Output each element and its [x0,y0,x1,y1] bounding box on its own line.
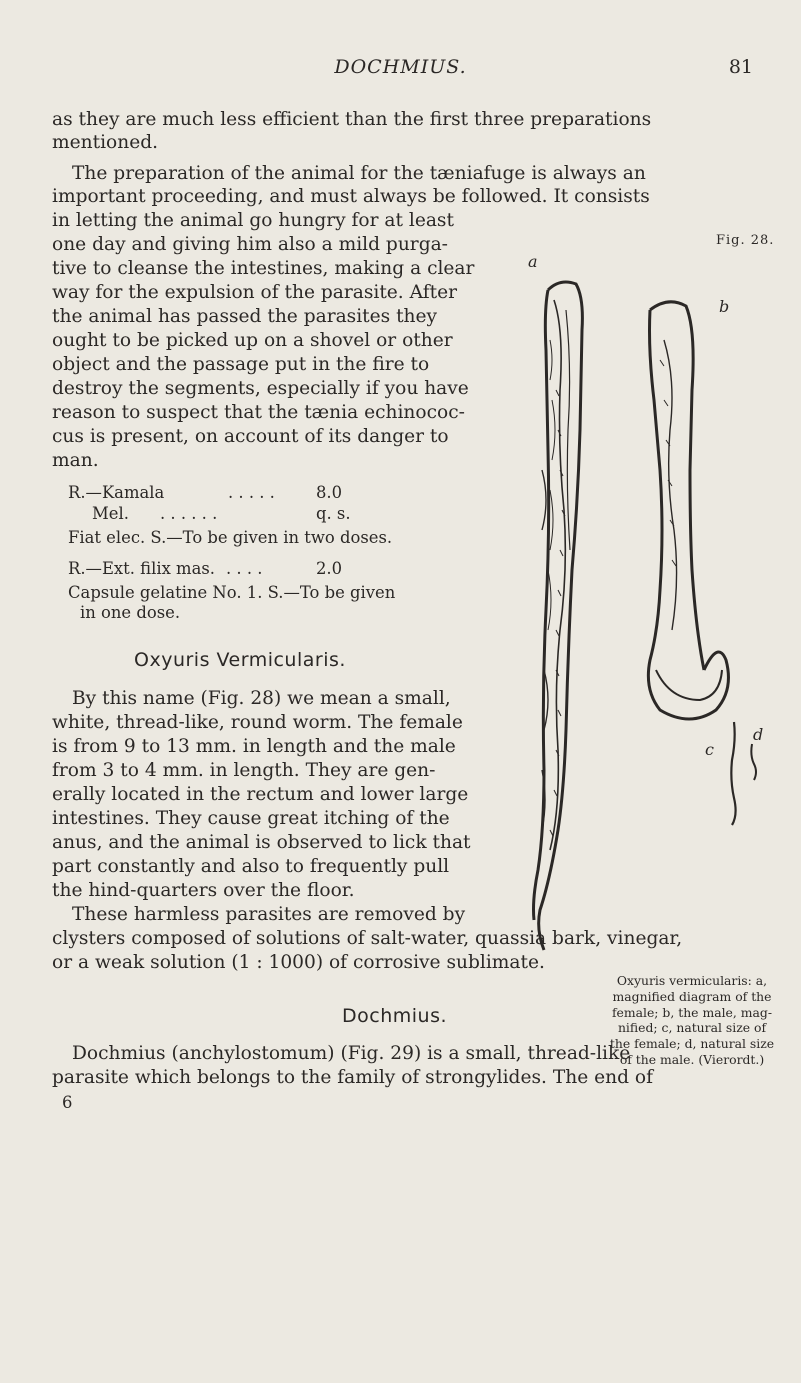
caption-line: the female; d, natural size [609,1036,775,1052]
paragraph-line: ought to be picked up on a shovel or other [52,330,453,351]
paragraph-line: is from 9 to 13 mm. in length and the male [52,736,456,757]
signature-mark: 6 [62,1093,73,1112]
paragraph-line: anus, and the animal is observed to lick that [52,832,471,853]
paragraph-line: reason to suspect that the tænia echinococ- [52,402,465,423]
paragraph-line: as they are much less efficient than the first three preparations [52,109,652,130]
rx-mel-name: Mel. [92,504,129,523]
rx-filix-amount: 2.0 [316,559,343,578]
oxyuris-illustration [520,270,790,980]
paragraph-line: cus is present, on account of its danger to [52,426,449,447]
rx-mel-dots: . . . . . . [160,504,218,523]
paragraph-line: parasite which belongs to the family of strongylides. The end of [52,1067,653,1088]
paragraph-line: By this name (Fig. 28) we mean a small, [72,688,451,709]
figure-caption [595,973,789,1068]
paragraph-line: erally located in the rectum and lower large [52,784,469,805]
figure-letter-a: a [528,252,538,271]
paragraph-line: tive to cleanse the intestines, making a clear [52,258,475,279]
male-worm-drawing [648,302,728,719]
rx-kamala-sig: Fiat elec. S.—To be given in two doses. [68,528,393,547]
rx-kamala-amount: 8.0 [316,483,343,502]
rx-kamala-name: R.—Kamala [68,483,165,502]
figure-label: Fig. 28. [716,233,775,248]
female-worm-drawing [534,282,583,950]
page-number: 81 [728,56,753,78]
rx-kamala-dots: . . . . . [228,483,275,502]
paragraph-line: intestines. They cause great itching of the [52,808,450,829]
section-heading-oxyuris: Oxyuris Vermicularis. [134,649,346,671]
rx-filix-sig: in one dose. [80,603,181,622]
paragraph-line: important proceeding, and must always be followed. It consists [52,186,650,207]
figure-letter-d: d [753,725,764,744]
figure-letter-b: b [719,297,730,316]
paragraph-line: part constantly and also to frequently pull [52,856,450,877]
paragraph-line: the hind-quarters over the floor. [52,880,355,901]
caption-line: of the male. (Vierordt.) [619,1051,765,1067]
caption-line: nified; c, natural size of [617,1020,767,1036]
paragraph-line: Dochmius (anchylostomum) (Fig. 29) is a small, thread-like [72,1043,631,1064]
paragraph-line: object and the passage put in the fire to [52,354,430,375]
paragraph-line: one day and giving him also a mild purga- [52,234,448,255]
paragraph-line: way for the expulsion of the parasite. After [52,282,457,303]
figure-letter-c: c [705,740,714,759]
paragraph-line: The preparation of the animal for the tæniafuge is always an [72,163,646,184]
rx-filix-sig: Capsule gelatine No. 1. S.—To be given [68,583,396,602]
caption-line: Oxyuris vermicularis: a, [616,973,768,988]
natural-size-female [731,722,735,825]
paragraph-line: in letting the animal go hungry for at least [52,210,454,231]
paragraph-line: man. [52,450,99,471]
running-head: DOCHMIUS. [334,56,467,78]
section-heading-dochmius: Dochmius. [342,1005,448,1027]
natural-size-male [751,744,756,780]
paragraph-line: destroy the segments, especially if you have [52,378,469,399]
rx-mel-amount: q. s. [316,504,351,523]
rx-filix-dots: . . . . [226,559,263,578]
paragraph-line: from 3 to 4 mm. in length. They are gen- [52,760,436,781]
paragraph-line: These harmless parasites are removed by [72,904,466,925]
paragraph-line: clysters composed of solutions of salt-water, quassia bark, vinegar, [52,928,683,949]
caption-line: female; b, the male, mag- [611,1004,773,1020]
paragraph-line: mentioned. [52,132,159,153]
paragraph-line: or a weak solution (1 : 1000) of corrosive sublimate. [52,952,545,973]
paragraph-line: the animal has passed the parasites they [52,306,438,327]
rx-filix-name: R.—Ext. filix mas. [68,559,215,578]
caption-line: magnified diagram of the [612,988,772,1004]
paragraph-line: white, thread-like, round worm. The female [52,712,463,733]
